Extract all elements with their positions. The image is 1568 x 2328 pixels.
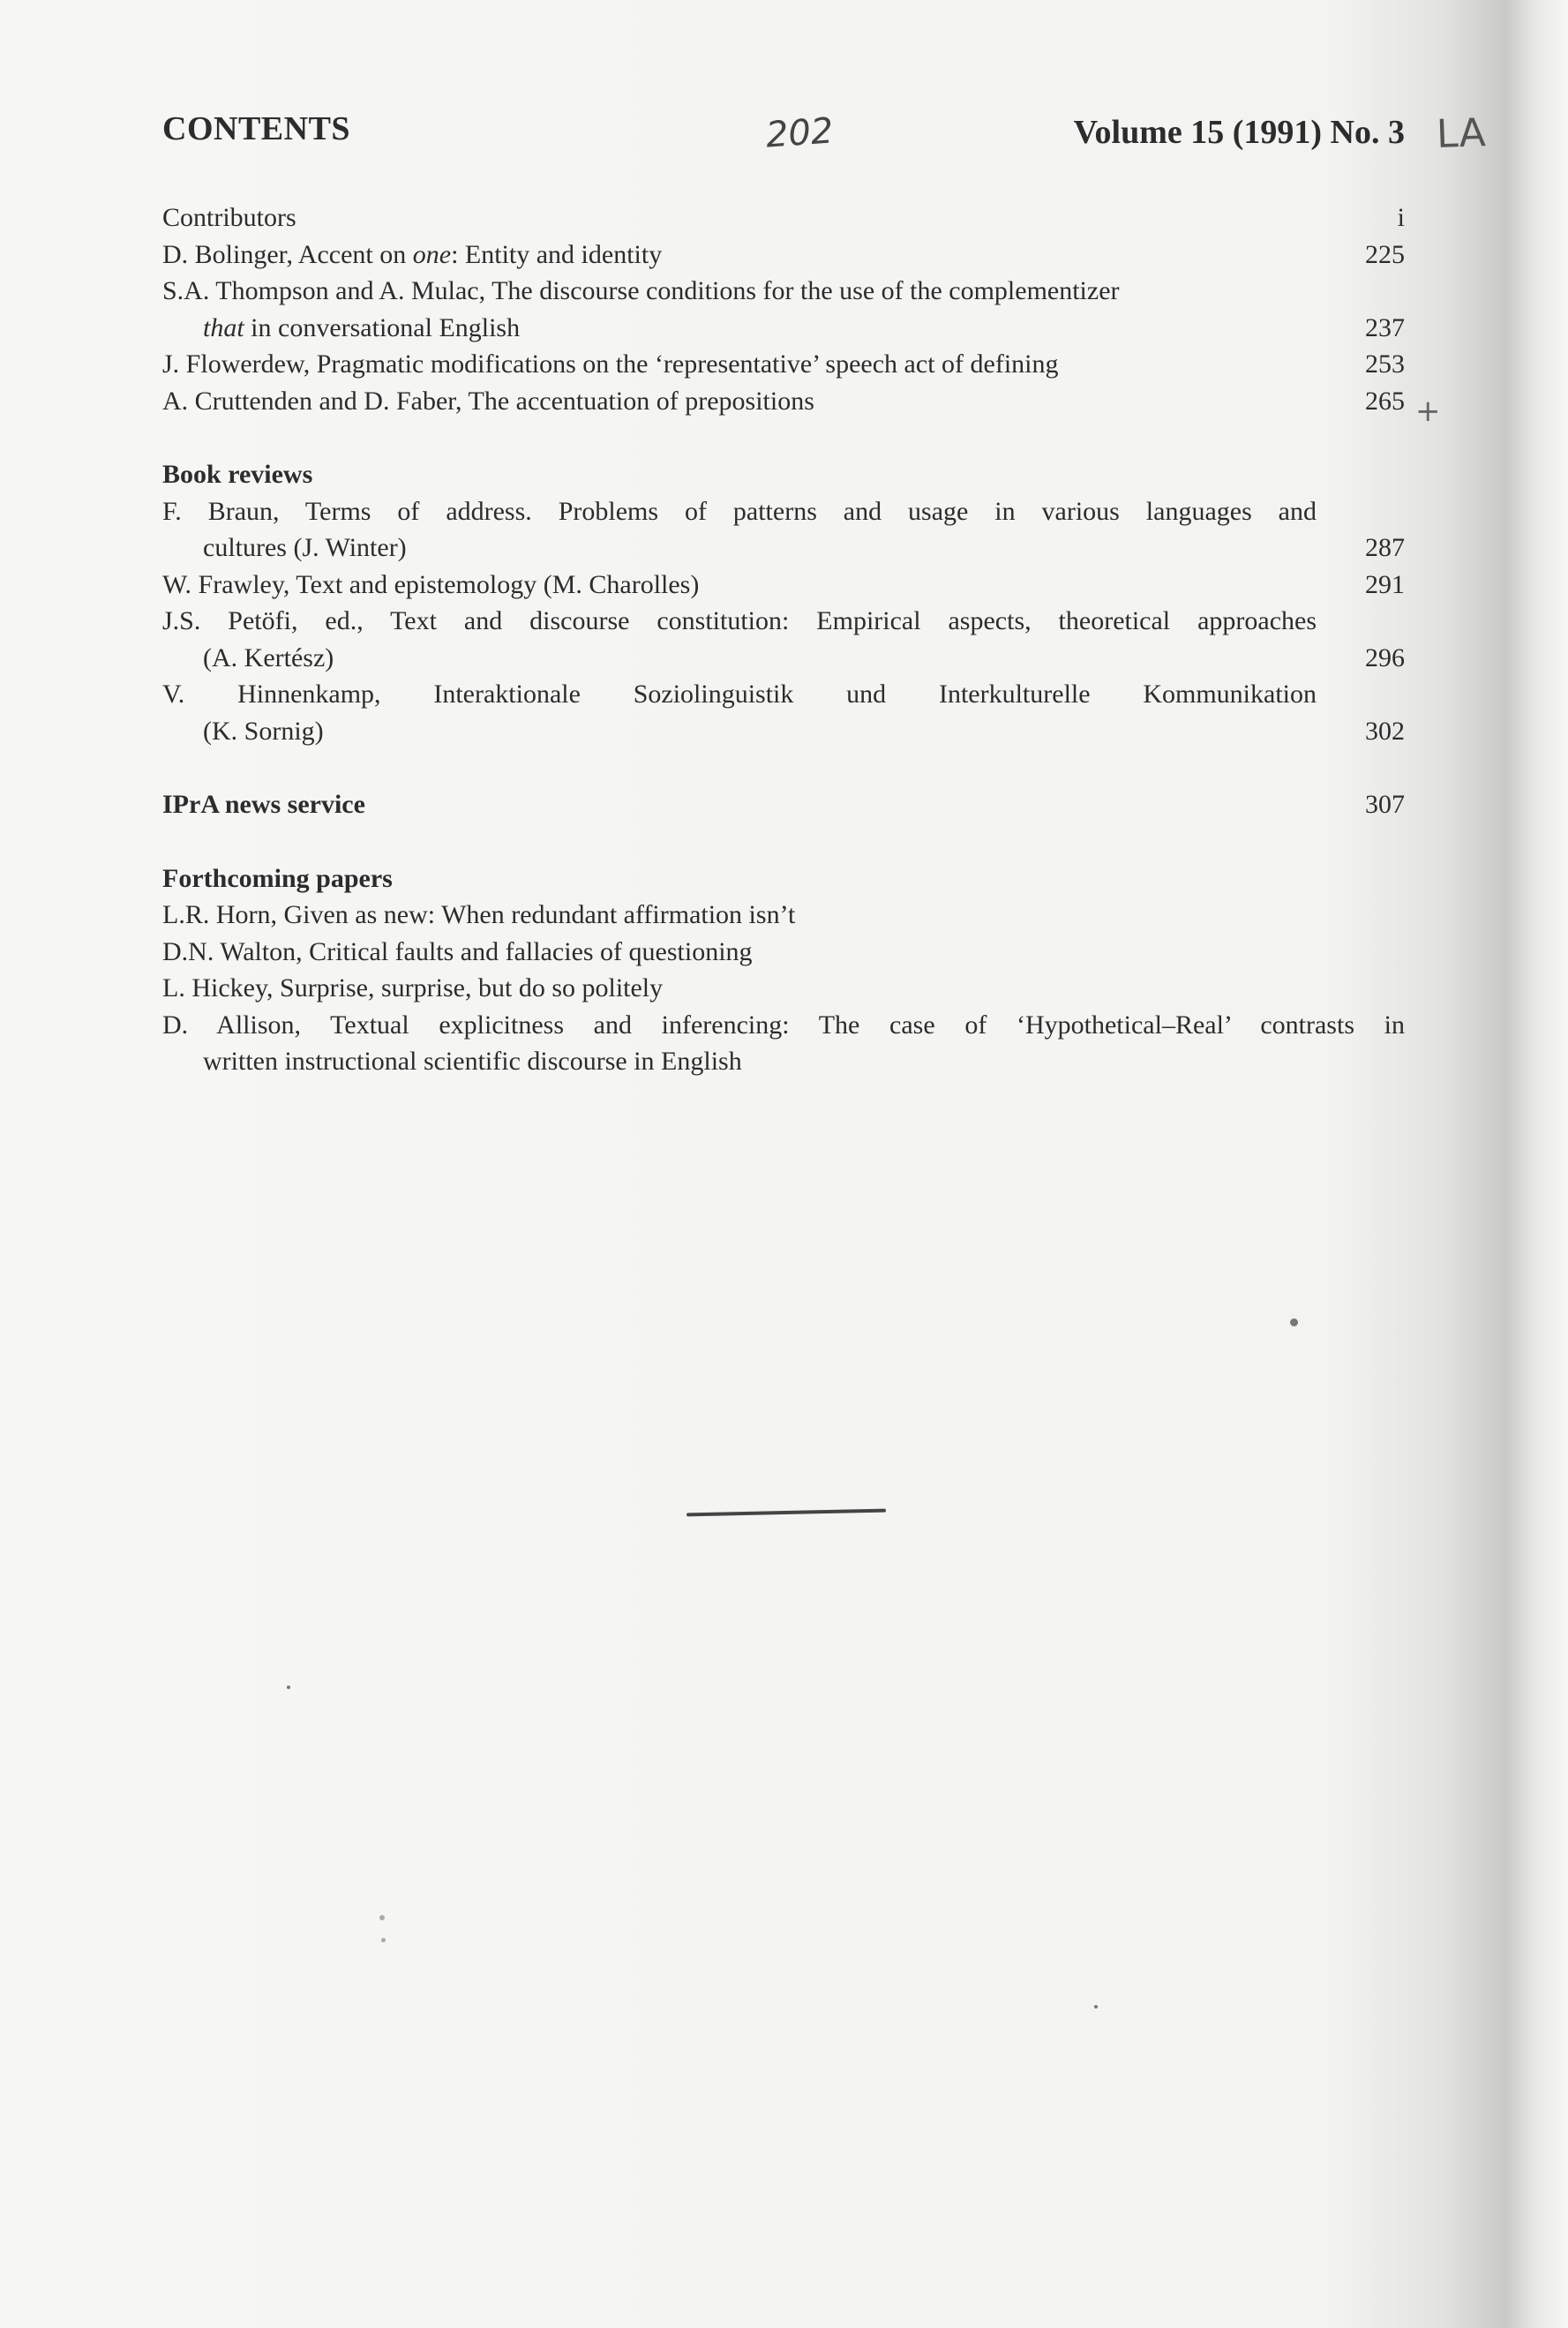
review-entry-hinnenkamp xyxy=(162,676,1405,749)
ink-speck xyxy=(287,1686,290,1689)
entry-title: A. Cruttenden and D. Faber, The accentuation of prepositions xyxy=(162,386,814,416)
toc-entry-cruttenden-faber xyxy=(162,383,1405,420)
volume-issue: Volume 15 (1991) No. 3 xyxy=(1073,114,1405,151)
contents-title: CONTENTS xyxy=(162,110,351,147)
forthcoming-entry-allison xyxy=(162,1007,1405,1080)
entry-title: W. Frawley, Text and epistemology (M. Charolles) xyxy=(162,569,700,599)
page-number: 287 xyxy=(1365,533,1405,562)
page-number: 225 xyxy=(1365,239,1405,269)
toc-entry-contributors xyxy=(162,199,1405,237)
handwritten-number: 202 xyxy=(764,110,835,156)
entry-title-continued: written instructional scientific discourse in English xyxy=(203,1047,742,1076)
entry-title: D.N. Walton, Critical faults and fallacies of questioning xyxy=(162,936,753,966)
page-number: 265 xyxy=(1365,386,1405,416)
ink-speck xyxy=(1290,1318,1298,1326)
entry-title: Contributors xyxy=(162,203,296,232)
review-entry-braun xyxy=(162,493,1405,567)
entry-title-part: in conversational English xyxy=(244,312,521,342)
entry-title: L. Hickey, Surprise, surprise, but do so politely xyxy=(162,973,664,1003)
margin-tick-mark: + xyxy=(1415,394,1441,429)
section-heading-news: IPrA news service xyxy=(162,790,365,819)
entry-title xyxy=(162,237,1317,274)
entry-title-continued xyxy=(162,310,1317,347)
ink-speck xyxy=(379,1915,385,1920)
forthcoming-entry-walton xyxy=(162,934,1405,971)
page-number: 307 xyxy=(1365,790,1405,819)
pen-stroke xyxy=(686,1509,886,1517)
toc-entry-bolinger xyxy=(162,237,1405,274)
entry-title-part: : Entity and identity xyxy=(451,239,663,269)
section-heading-book-reviews: Book reviews xyxy=(162,460,313,489)
news-service-entry xyxy=(162,786,1405,823)
forthcoming-entry-hickey xyxy=(162,970,1405,1007)
ink-speck xyxy=(381,1938,386,1942)
page-number: 296 xyxy=(1365,642,1405,672)
review-entry-frawley xyxy=(162,567,1405,604)
entry-title-part: D. Bolinger, Accent on xyxy=(162,239,413,269)
entry-title: L.R. Horn, Given as new: When redundant affirmation isn’t xyxy=(162,900,796,929)
entry-title-italic: one xyxy=(412,239,452,269)
handwritten-initials: LA xyxy=(1436,110,1487,157)
review-entry-petofi xyxy=(162,603,1405,676)
entry-title-italic: that xyxy=(203,312,244,342)
entry-title-continued: cultures (J. Winter) xyxy=(203,533,407,562)
page-number: 291 xyxy=(1365,569,1405,599)
ink-speck xyxy=(1094,2005,1098,2009)
forthcoming-entry-horn xyxy=(162,897,1405,934)
page-number: i xyxy=(1397,203,1405,232)
entry-title: S.A. Thompson and A. Mulac, The discourse conditions for the use of the complementizer xyxy=(162,276,1120,305)
page-number: 237 xyxy=(1365,312,1405,342)
toc-entry-thompson-mulac xyxy=(162,273,1405,346)
entry-title: J. Flowerdew, Pragmatic modifications on the ‘representative’ speech act of defining xyxy=(162,349,1059,379)
entry-title: J.S. Petöfi, ed., Text and discourse constitution: Empirical aspects, theoretical approaches xyxy=(162,606,1317,635)
entry-title: D. Allison, Textual explicitness and inferencing: The case of ‘Hypothetical–Real’ contrasts in xyxy=(162,1010,1405,1040)
table-of-contents xyxy=(162,199,1405,1080)
entry-title: F. Braun, Terms of address. Problems of patterns and usage in various languages and xyxy=(162,496,1317,526)
entry-title-continued: (K. Sornig) xyxy=(203,716,324,746)
entry-title: V. Hinnenkamp, Interaktionale Soziolinguistik und Interkulturelle Kommunikation xyxy=(162,680,1317,709)
entry-title-continued: (A. Kertész) xyxy=(203,642,334,672)
page-number: 302 xyxy=(1365,716,1405,746)
page-number: 253 xyxy=(1365,349,1405,379)
toc-entry-flowerdew xyxy=(162,346,1405,383)
section-heading-forthcoming: Forthcoming papers xyxy=(162,863,393,893)
